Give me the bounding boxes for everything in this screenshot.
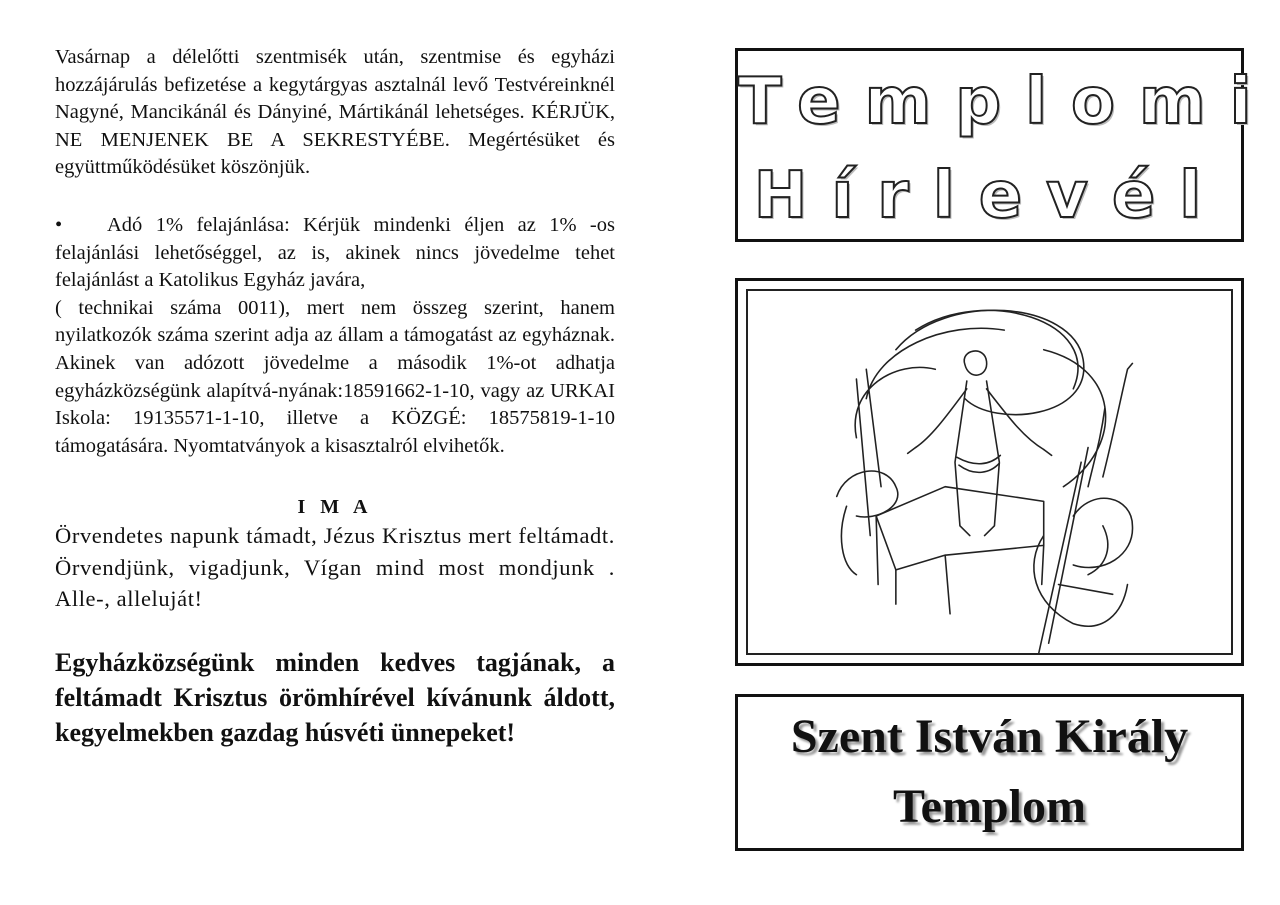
illustration-frame bbox=[735, 278, 1244, 666]
easter-greeting: Egyházközségünk minden kedves tagjának, a feltámadt Krisztus örömhírével kívánunk áldott, kegyelmekben gazdag húsvéti ünnepeket! bbox=[55, 647, 615, 747]
newsletter-title-line1: Templomi bbox=[738, 65, 1276, 139]
church-name-line1: Szent István Király bbox=[790, 710, 1189, 763]
newsletter-title-box bbox=[735, 48, 1276, 242]
prayer-title: I M A bbox=[297, 496, 373, 519]
left-column bbox=[55, 44, 615, 750]
church-name-box bbox=[735, 694, 1244, 851]
prayer-text: Örvendetes napunk támadt, Jézus Krisztus mert feltámadt. Örvendjünk, vigadjunk, Vígan mind most mondjunk . Alle-, alleluját! bbox=[55, 523, 615, 612]
church-name-line2: Templom bbox=[893, 780, 1086, 833]
tax-offer-paragraph bbox=[55, 212, 615, 295]
bullet-icon: • bbox=[55, 213, 63, 236]
resurrection-drawing-icon bbox=[746, 289, 1233, 655]
tax-offer-text: Adó 1% felajánlása: Kérjük mindenki éljen az 1% -os felajánlási lehetőséggel, az is, akinek nincs jövedelme tehet felajánlást a Katolikus Egyház javára, bbox=[55, 213, 615, 292]
newsletter-title-line2: Hírlevél bbox=[753, 159, 1226, 233]
tax-offer-details: ( technikai száma 0011), mert nem összeg szerint, hanem nyilatkozók száma szerint adja az állam a támogatást az egyháznak. Akinek van adózott jövedelme a második 1%-ot adhatja egyházközségünk alapítvá-nyának:18591662-1-10, vagy az URKAI Iskola: 19135571-1-10, illetve a KÖZGÉ: 18575819-1-10 támogatására. Nyomtatványok a kisasztalról elvihetők. bbox=[55, 296, 615, 457]
announcement-paragraph: Vasárnap a délelőtti szentmisék után, szentmise és egyházi hozzájárulás befizetése a kegytárgyas asztalnál levő Testvéreinknél Nagyné, Mancikánál és Dányiné, Mártikánál lehetséges. KÉRJÜK, NE MENJENEK BE A SEKRESTYÉBE. Megértésüket és együttműködésüket köszönjük. bbox=[55, 46, 615, 179]
